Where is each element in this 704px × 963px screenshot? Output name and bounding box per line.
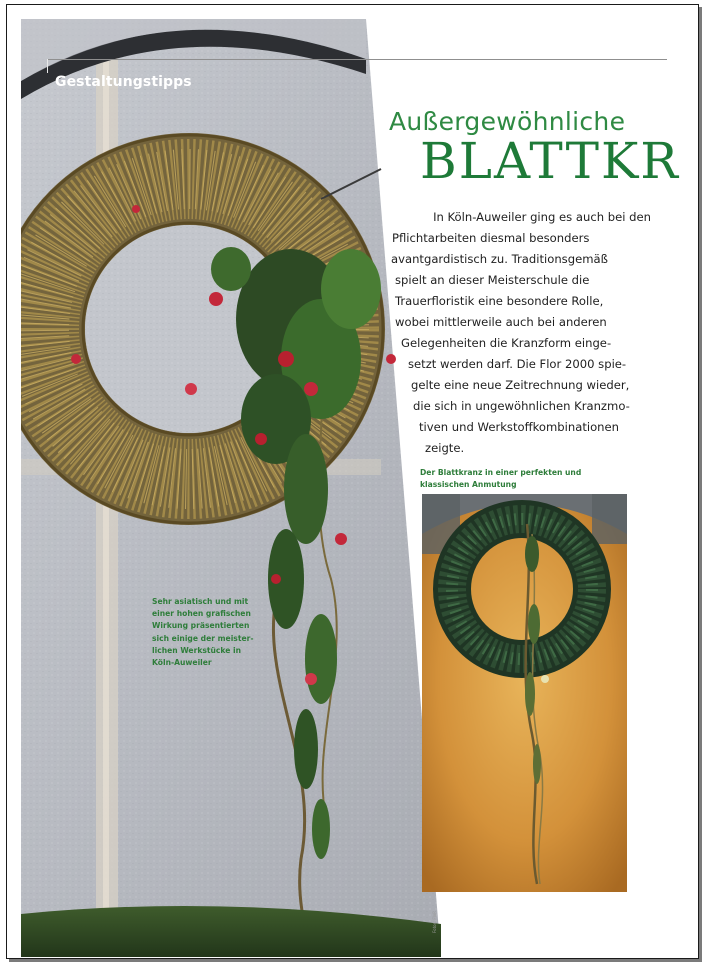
main-wreath-illustration [21, 19, 441, 957]
caption-line: lichen Werkstücke in [152, 645, 242, 655]
intro-paragraph [391, 207, 651, 459]
intro-line: Trauerfloristik eine besondere Rolle, [395, 294, 604, 308]
headline-line2: BLATTKR [420, 132, 680, 190]
caption-line: Wirkung präsentierten [152, 621, 250, 631]
section-label: Gestaltungstipps [55, 74, 192, 90]
intro-line: gelte eine neue Zeitrechnung wieder, [411, 378, 630, 392]
caption-main [152, 596, 292, 669]
magazine-page [6, 4, 699, 959]
intro-line: zeigte. [425, 441, 465, 455]
caption-line: klassischen Anmutung [420, 480, 517, 490]
inset-wreath-photo [422, 494, 627, 892]
intro-line: setzt werden darf. Die Flor 2000 spie- [408, 357, 627, 371]
section-tick [47, 59, 48, 73]
caption-line: einer hohen grafischen [152, 609, 251, 619]
headline-line1: Außergewöhnliche [389, 107, 626, 136]
intro-line: Gelegenheiten die Kranzform einge- [401, 336, 612, 350]
photo-credit: Fotos: FloR [432, 911, 437, 933]
main-wreath-photo [21, 19, 441, 957]
intro-line: spielt an dieser Meisterschule die [395, 273, 590, 287]
caption-line: Sehr asiatisch und mit [152, 597, 249, 606]
intro-line: wobei mittlerweile auch bei anderen [395, 315, 607, 329]
section-rule [47, 59, 667, 60]
caption-line: sich einige der meister- [152, 633, 254, 643]
intro-line: tiven und Werkstoffkombinationen [419, 420, 620, 434]
caption-line: Köln-Auweiler [152, 658, 212, 668]
caption-inset [420, 467, 620, 491]
caption-line: Der Blattkranz in einer perfekten und [420, 468, 582, 477]
intro-line: In Köln-Auweiler ging es auch bei den [433, 210, 651, 224]
intro-line: avantgardistisch zu. Traditionsgemäß [391, 252, 608, 266]
inset-wreath-illustration [422, 494, 627, 892]
intro-line: die sich in ungewöhnlichen Kranzmo- [413, 399, 630, 413]
intro-line: Pflichtarbeiten diesmal besonders [392, 231, 590, 245]
